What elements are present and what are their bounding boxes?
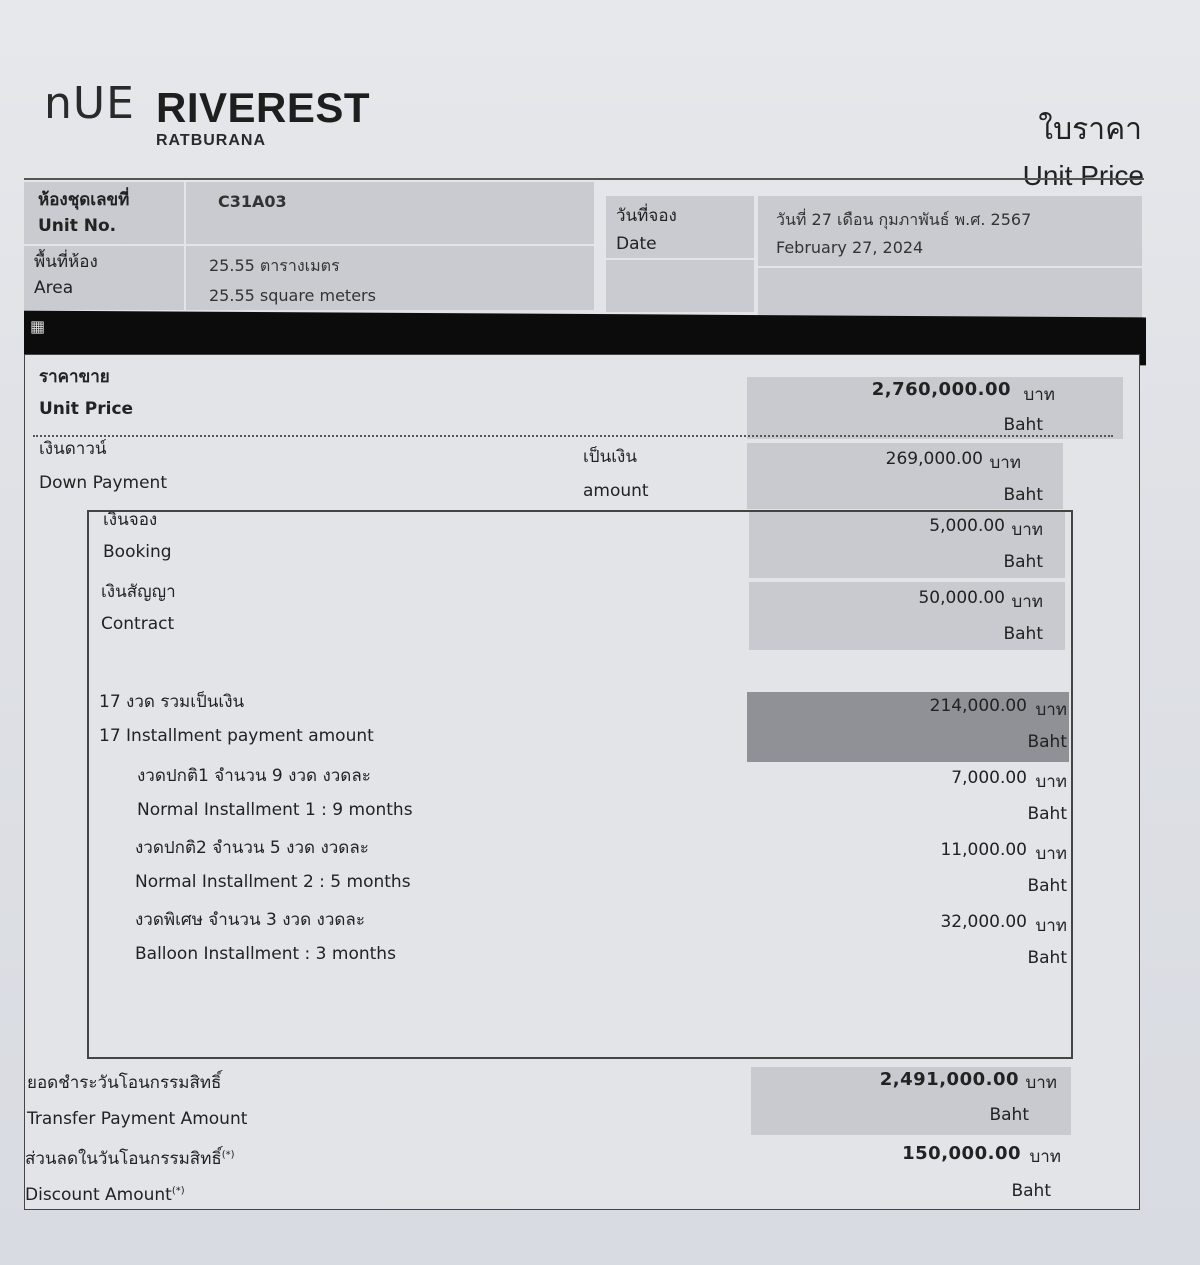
date-value-en: February 27, 2024 xyxy=(776,238,924,257)
unit-no-label-en: Unit No. xyxy=(38,216,117,236)
normal2-value: 11,000.00 xyxy=(940,840,1027,860)
price-breakdown-box xyxy=(24,354,1140,1210)
discount-footnote-mark: (*) xyxy=(171,1185,185,1197)
installments-value: 214,000.00 xyxy=(929,696,1027,716)
brand-prefix: nUE xyxy=(44,78,135,129)
date-label-en: Date xyxy=(616,234,657,254)
baht-en: Baht xyxy=(1011,1181,1051,1201)
discount-label-th xyxy=(25,1145,235,1172)
unit-no-label-th: ห้องชุดเลขที่ xyxy=(38,190,130,210)
baht-en: Baht xyxy=(1003,552,1043,572)
baht-th: บาท xyxy=(1025,1073,1057,1093)
baht-en: Baht xyxy=(1003,485,1043,505)
normal1-label-th: งวดปกติ1 จำนวน 9 งวด งวดละ xyxy=(137,766,371,786)
baht-th: บาท xyxy=(989,453,1021,473)
date-label-th: วันที่จอง xyxy=(616,206,677,226)
baht-th: บาท xyxy=(1029,1147,1061,1167)
down-payment-label-en: Down Payment xyxy=(39,473,167,493)
baht-th: บาท xyxy=(1035,700,1067,720)
baht-th: บาท xyxy=(1011,520,1043,540)
unit-no-value: C31A03 xyxy=(218,192,287,211)
installments-label-th: 17 งวด รวมเป็นเงิน xyxy=(99,692,245,712)
baht-en: Baht xyxy=(1003,415,1043,435)
down-payment-label-th: เงินดาวน์ xyxy=(39,439,107,459)
baht-en: Baht xyxy=(1027,732,1067,752)
baht-en: Baht xyxy=(1027,804,1067,824)
discount-label-en-text: Discount Amount xyxy=(25,1185,172,1205)
balloon-label-th: งวดพิเศษ จำนวน 3 งวด งวดละ xyxy=(135,910,365,930)
down-payment-detail-box xyxy=(87,510,1073,1059)
dotted-separator xyxy=(33,435,1113,437)
area-label-en: Area xyxy=(34,278,74,298)
down-payment-value: 269,000.00 xyxy=(885,449,983,469)
unit-price-label-th: ราคาขาย xyxy=(39,367,110,387)
baht-en: Baht xyxy=(1027,948,1067,968)
booking-label-en: Booking xyxy=(103,542,172,562)
installments-label-en: 17 Installment payment amount xyxy=(99,726,374,746)
booking-label-th: เงินจอง xyxy=(103,510,158,530)
amount-label-en: amount xyxy=(583,481,649,501)
document-title-th: ใบราคา xyxy=(1038,112,1142,147)
corner-mark-icon: ▦ xyxy=(30,316,46,336)
normal1-label-en: Normal Installment 1 : 9 months xyxy=(137,800,413,820)
area-value-th: 25.55 ตารางเมตร xyxy=(209,256,340,275)
discount-label-th-text: ส่วนลดในวันโอนกรรมสิทธิ์ xyxy=(25,1149,222,1169)
baht-th: บาท xyxy=(1011,592,1043,612)
contract-label-en: Contract xyxy=(101,614,175,634)
discount-label-en xyxy=(25,1185,185,1205)
transfer-label-th: ยอดชำระวันโอนกรรมสิทธิ์ xyxy=(27,1073,222,1093)
normal1-value: 7,000.00 xyxy=(951,768,1027,788)
area-label-th: พื้นที่ห้อง xyxy=(34,252,98,272)
baht-en: Baht xyxy=(1003,624,1043,644)
baht-th: บาท xyxy=(1035,844,1067,864)
unit-price-value: 2,760,000.00 xyxy=(871,379,1011,400)
baht-th: บาท xyxy=(1035,916,1067,936)
discount-footnote-mark: (*) xyxy=(221,1149,235,1161)
normal2-label-th: งวดปกติ2 จำนวน 5 งวด งวดละ xyxy=(135,838,369,858)
baht-en: Baht xyxy=(1027,876,1067,896)
brand-name: RIVEREST xyxy=(156,84,371,131)
unit-price-label-en: Unit Price xyxy=(39,399,134,419)
document-title-en: Unit Price xyxy=(1022,160,1144,191)
normal2-label-en: Normal Installment 2 : 5 months xyxy=(135,872,411,892)
date-value-th: วันที่ 27 เดือน กุมภาพันธ์ พ.ศ. 2567 xyxy=(776,210,1032,229)
label-cell xyxy=(606,260,754,312)
brand-location: RATBURANA xyxy=(156,132,267,149)
contract-value: 50,000.00 xyxy=(918,588,1005,608)
balloon-value: 32,000.00 xyxy=(940,912,1027,932)
unit-info-table xyxy=(24,178,1144,318)
discount-value: 150,000.00 xyxy=(902,1143,1021,1164)
booking-value: 5,000.00 xyxy=(929,516,1005,536)
transfer-value: 2,491,000.00 xyxy=(879,1069,1019,1090)
balloon-label-en: Balloon Installment : 3 months xyxy=(135,944,396,964)
area-value-en: 25.55 square meters xyxy=(209,286,376,305)
baht-en: Baht xyxy=(989,1105,1029,1125)
baht-th: บาท xyxy=(1035,772,1067,792)
amount-label-th: เป็นเงิน xyxy=(583,447,637,467)
contract-label-th: เงินสัญญา xyxy=(101,582,176,602)
baht-th: บาท xyxy=(1023,385,1055,405)
transfer-label-en: Transfer Payment Amount xyxy=(27,1109,248,1129)
